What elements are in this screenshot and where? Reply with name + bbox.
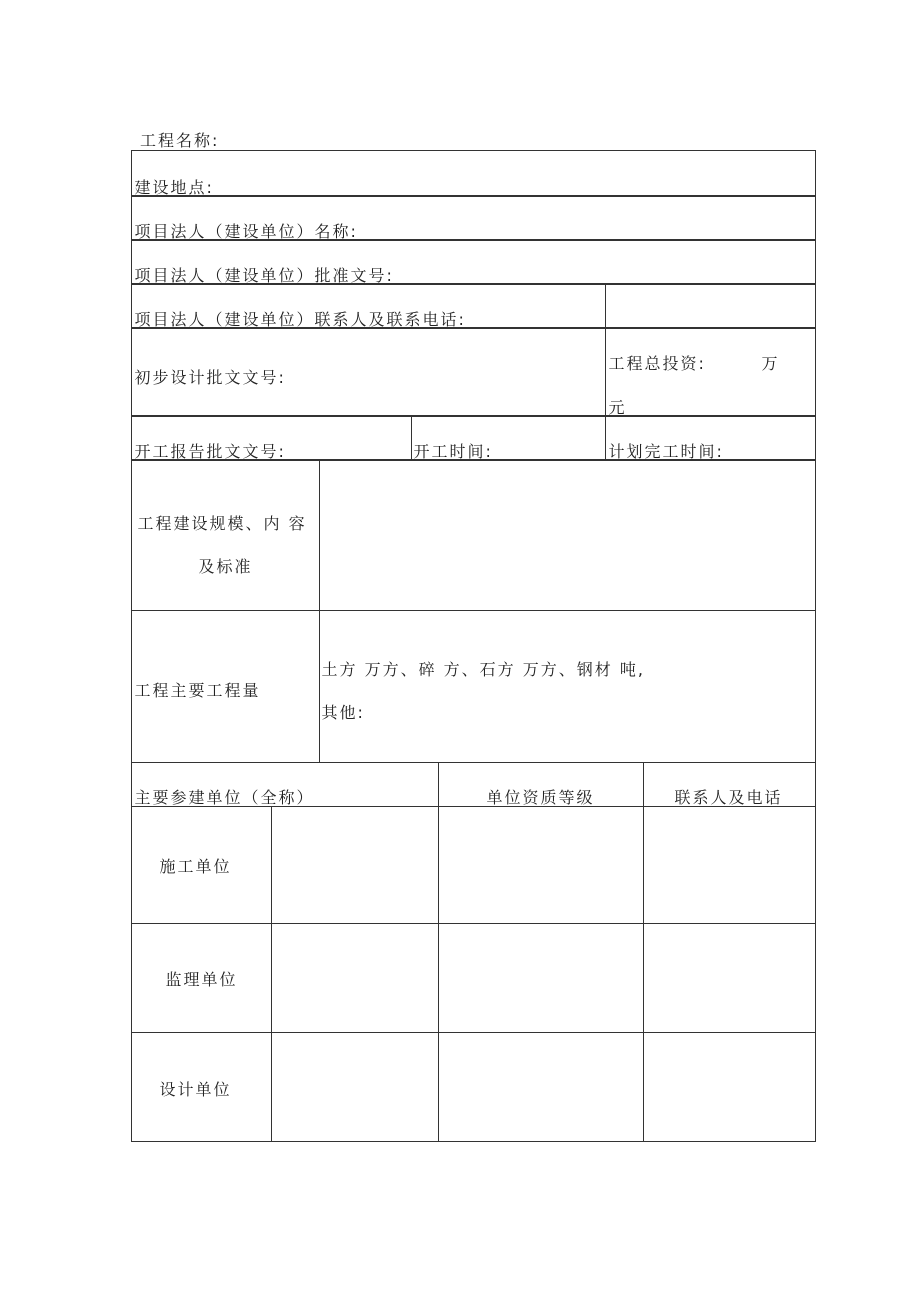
quantity-line1: 土方 万方、碎 方、石方 万方、钢材 吨, bbox=[321, 659, 645, 679]
unit-row-contact-cell[interactable] bbox=[643, 806, 816, 924]
unit-row-label: 设计单位 bbox=[159, 1079, 232, 1099]
legal-name-label: 项目法人（建设单位）名称: bbox=[134, 221, 358, 241]
scale-label-line1: 工程建设规模、内 容 bbox=[137, 513, 307, 533]
prelim-design-label: 初步设计批文文号: bbox=[134, 367, 286, 387]
total-invest-unit-b: 元 bbox=[608, 397, 627, 417]
unit-row-name-cell[interactable] bbox=[271, 806, 439, 924]
project-name-label: 工程名称: bbox=[140, 131, 220, 150]
quantity-line2: 其他: bbox=[321, 702, 365, 722]
start-time-cell[interactable] bbox=[411, 416, 606, 460]
scale-label-cell bbox=[131, 460, 320, 611]
units-header-grade bbox=[438, 762, 644, 807]
legal-approval-label: 项目法人（建设单位）批准文号: bbox=[134, 265, 394, 285]
start-report-cell[interactable] bbox=[131, 416, 412, 460]
start-report-label: 开工报告批文文号: bbox=[134, 441, 286, 461]
scale-label-line2: 及标准 bbox=[198, 556, 253, 576]
unit-row-label: 施工单位 bbox=[159, 856, 232, 876]
total-invest-unit-a: 万 bbox=[761, 353, 780, 373]
unit-row-grade-cell[interactable] bbox=[438, 1032, 644, 1142]
prelim-design-cell[interactable] bbox=[131, 328, 606, 416]
location-row[interactable] bbox=[131, 150, 816, 196]
total-invest-cell[interactable] bbox=[605, 328, 816, 416]
unit-row-grade-cell[interactable] bbox=[438, 923, 644, 1033]
unit-row-name-cell[interactable] bbox=[271, 923, 439, 1033]
units-header-contact-label: 联系人及电话 bbox=[674, 787, 783, 807]
quantity-label-cell bbox=[131, 610, 320, 763]
unit-row-contact-cell[interactable] bbox=[643, 923, 816, 1033]
quantity-label: 工程主要工程量 bbox=[134, 680, 261, 700]
unit-row-name-cell[interactable] bbox=[271, 1032, 439, 1142]
total-invest-label: 工程总投资: bbox=[608, 353, 706, 373]
unit-row-label-cell bbox=[131, 806, 272, 924]
units-header-name bbox=[131, 762, 439, 807]
start-time-label: 开工时间: bbox=[413, 441, 493, 461]
legal-contact-cell[interactable] bbox=[131, 284, 606, 328]
legal-approval-row[interactable] bbox=[131, 240, 816, 284]
legal-contact-label: 项目法人（建设单位）联系人及联系电话: bbox=[134, 309, 466, 329]
units-header-contact bbox=[643, 762, 816, 807]
unit-row-label-cell bbox=[131, 1032, 272, 1142]
legal-contact-value-cell[interactable] bbox=[605, 284, 816, 328]
unit-row-label-cell bbox=[131, 923, 272, 1033]
unit-row-label: 监理单位 bbox=[165, 969, 238, 989]
legal-name-row[interactable] bbox=[131, 196, 816, 240]
planned-finish-cell[interactable] bbox=[605, 416, 816, 460]
units-header-name-label: 主要参建单位（全称） bbox=[134, 787, 315, 807]
unit-row-contact-cell[interactable] bbox=[643, 1032, 816, 1142]
unit-row-grade-cell[interactable] bbox=[438, 806, 644, 924]
units-header-grade-label: 单位资质等级 bbox=[486, 787, 595, 807]
planned-finish-label: 计划完工时间: bbox=[608, 441, 724, 461]
scale-value-cell[interactable] bbox=[319, 460, 816, 611]
location-label: 建设地点: bbox=[134, 177, 214, 197]
quantity-value-cell[interactable] bbox=[319, 610, 816, 763]
